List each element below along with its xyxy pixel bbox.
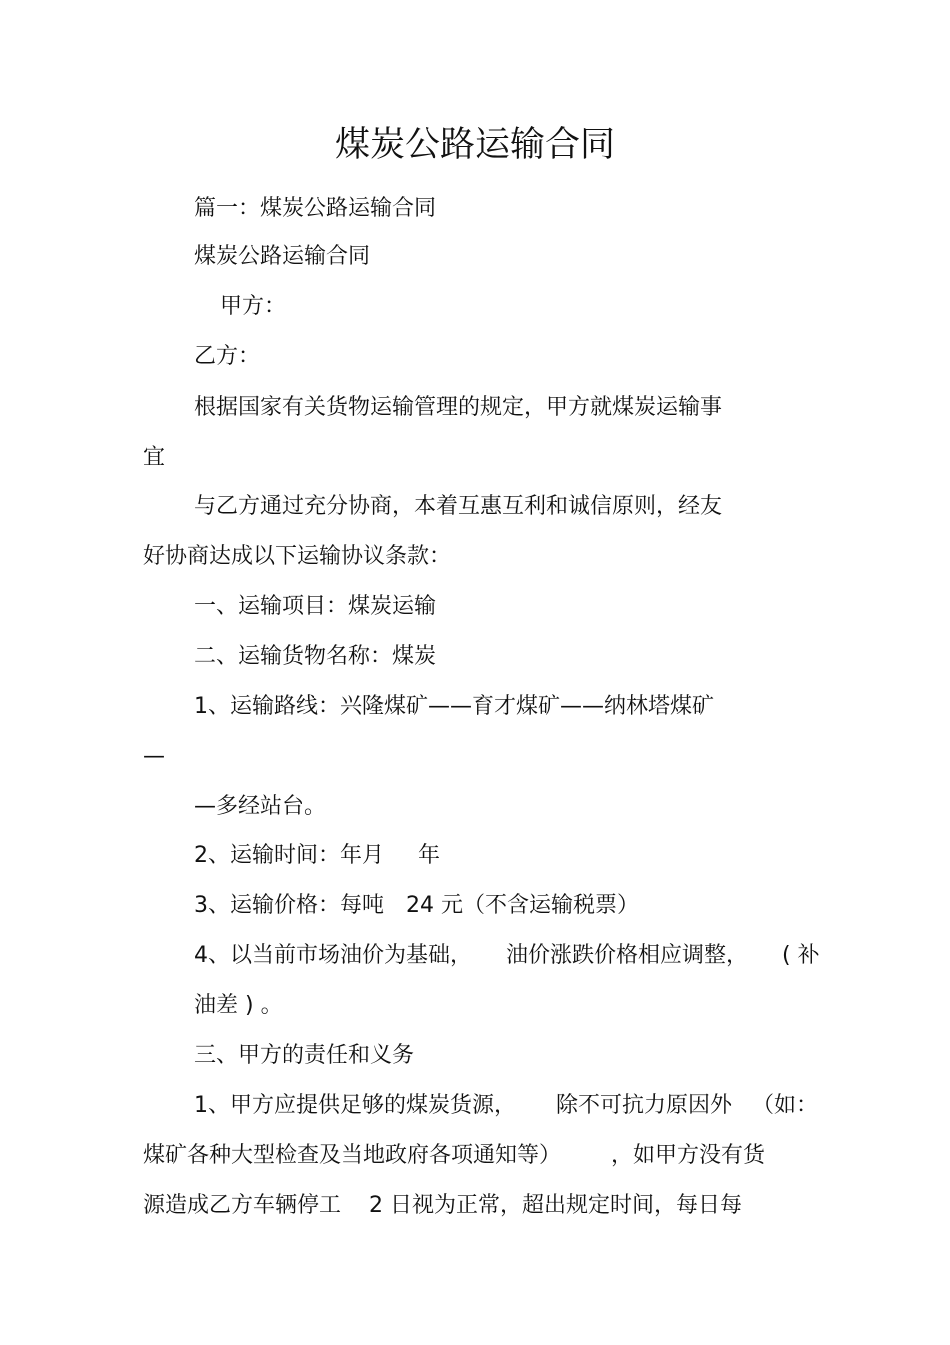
- part-heading: 篇一：煤炭公路运输合同: [194, 196, 437, 221]
- document-title: 煤炭公路运输合同: [334, 125, 615, 165]
- intro-paragraph-2: 与乙方通过充分协商，本着互惠互利和诚信原则，经友: [194, 494, 723, 519]
- duty-1-line-1-part-a: 1、甲方应提供足够的煤炭货源，: [194, 1093, 516, 1118]
- clause-route: 1、运输路线：兴隆煤矿——育才煤矿——纳林塔煤矿: [194, 694, 714, 719]
- clause-transport-price: [194, 891, 639, 921]
- intro-paragraph-2-continuation: 好协商达成以下运输协议条款：: [143, 544, 452, 569]
- contract-subtitle: 煤炭公路运输合同: [194, 244, 371, 269]
- duty-1-line-1-part-c: （如：: [752, 1093, 819, 1118]
- intro-paragraph-1: 根据国家有关货物运输管理的规定，甲方就煤炭运输事: [194, 395, 723, 420]
- clause-oil-price-part-c: ( 补: [782, 943, 820, 968]
- clause-oil-price: [194, 941, 820, 971]
- clause-oil-price-part-a: 4、以当前市场油价为基础，: [194, 943, 472, 968]
- duty-1-line-2: [143, 1141, 765, 1171]
- duty-1-line-2-part-a: 煤矿各种大型检查及当地政府各项通知等）: [143, 1143, 562, 1168]
- clause-transport-price-part-b: 24 元（不含运输税票）: [406, 893, 639, 918]
- section-transport-item: 一、运输项目：煤炭运输: [194, 594, 437, 619]
- clause-route-continuation: —多经站台。: [194, 794, 327, 819]
- duty-1-line-3-part-b: 2 日视为正常，超出规定时间，每日每: [369, 1193, 743, 1218]
- party-a-label: 甲方：: [220, 294, 287, 319]
- duty-1-line-1-part-b: 除不可抗力原因外: [556, 1093, 733, 1118]
- clause-transport-price-part-a: 3、运输价格：每吨: [194, 893, 384, 918]
- clause-transport-time: [194, 841, 440, 871]
- duty-1-line-1: [194, 1091, 818, 1121]
- clause-oil-price-continuation: 油差 ) 。: [194, 993, 283, 1018]
- intro-paragraph-1-continuation: 宜: [143, 445, 166, 470]
- clause-transport-time-part-a: 2、运输时间：年月: [194, 843, 384, 868]
- duty-1-line-3: [143, 1191, 742, 1221]
- clause-transport-time-part-b: 年: [418, 843, 441, 868]
- duty-1-line-2-part-b: ，如甲方没有货: [611, 1143, 766, 1168]
- duty-1-line-3-part-a: 源造成乙方车辆停工: [143, 1193, 342, 1218]
- section-cargo-name: 二、运输货物名称：煤炭: [194, 644, 437, 669]
- party-b-label: 乙方：: [194, 344, 261, 369]
- section-party-a-duties: 三、甲方的责任和义务: [194, 1043, 415, 1068]
- clause-oil-price-part-b: 油价涨跌价格相应调整，: [506, 943, 749, 968]
- clause-route-dash: —: [143, 744, 165, 769]
